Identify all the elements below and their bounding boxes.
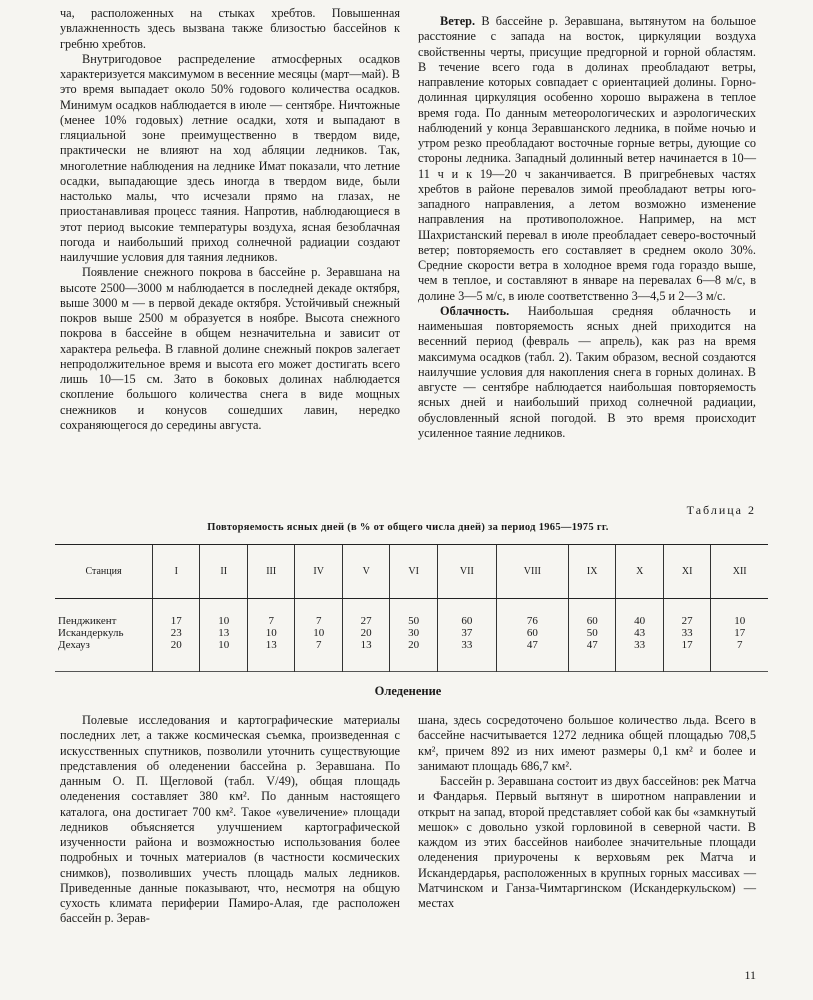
month-cell (153, 599, 200, 672)
paragraph-text: В бассейне р. Зеравшана, вытянутом на большое расстояние с запада на восток, циркуляции воздуха свойственны черты, присущие предгорной и горной областям. В течение всего года в долинах преобладают ветры, направление которых совпадает с ориентацией долины. Горно-долинная циркуляция особенно хорошо выражена в теплое время года. По данным метеорологических и аэрологических наблюдений у конца Зеравшанского ледника, в пойме ночью и утром резко преобладают восточные горные ветры, дующие со стороны ледника. Западный долинный ветер начинается в 10—11 ч и к 19—20 ч заканчивается. В пригребневых частях хребтов в районе перевалов зимой преобладают ветры юго-западного направления, а летом возможно изменение направления на противоположное. Например, на мст Шахристанский перевал в июле преобладает северо-восточный ветер; повторяемость его составляет в среднем около 30%. Средние скорости ветра в холодное время года гораздо выше, чем в теплое, и составляют в январе на перевалах 6—8 м/с, в долине 3—5 м/с, в июле соответственно 3—4,5 и 2—3 м/с. (418, 14, 756, 303)
month-cell (437, 599, 496, 672)
section-heading: Оледенение (374, 684, 442, 698)
month-cell (616, 599, 663, 672)
cell-value: 76 (526, 615, 538, 627)
column-header: VI (390, 545, 437, 599)
text-column-top-right (418, 14, 756, 441)
paragraph-text: Наибольшая средняя облачность и наименьшая повторяемость ясных дней приходится на весенний период (февраль — апрель), как раз на время максимума осадков (табл. 2). Таким образом, весной создаются наилучшие условия для накопления снега в горных долинах. В августе — сентябре наблюдается наибольшая повторяемость ясных дней и наибольший приход солнечной радиации, обусловленный ясной погодой. В это время происходит усиленное таяние ледников. (418, 303, 756, 440)
cell-value: 20 (170, 639, 182, 651)
page-number: 11 (744, 968, 756, 982)
cell-value: 47 (586, 639, 598, 651)
cell-value: 33 (461, 639, 473, 651)
paragraph-heading: Ветер. (440, 14, 476, 28)
table-label: Таблица 2 (686, 503, 756, 517)
station-name: Дехауз (58, 639, 90, 651)
paragraph-cloudiness (418, 304, 756, 441)
cell-value: 13 (218, 627, 230, 639)
text-column-bottom-left (60, 713, 400, 927)
month-cell (295, 599, 342, 672)
cell-value: 60 (526, 627, 538, 639)
column-header: IV (295, 545, 342, 599)
cell-value: 7 (736, 639, 743, 651)
station-cell (55, 599, 153, 672)
paragraph: шана, здесь сосредоточено большое количество льда. Всего в бассейне насчитывается 1272 ледника общей площадью 708,5 км², причем 892 из них имеют размеры 0,1 км² и более и занимают площадь 686,7 км². (418, 713, 756, 773)
cell-value: 40 (634, 615, 646, 627)
cell-value: 20 (360, 627, 372, 639)
cell-value: 17 (681, 639, 693, 651)
column-header: IX (568, 545, 615, 599)
cell-value: 60 (461, 615, 473, 627)
cell-value: 13 (360, 639, 372, 651)
column-header: X (616, 545, 663, 599)
month-cell (200, 599, 247, 672)
paragraph: Внутригодовое распределение атмосферных осадков характеризуется максимумом в весенние месяцы (март—май). В это время выпадает около 50% годового количества осадков. Минимум осадков наблюдается в июле — сентябре. Ничтожные (менее 10% годовых) летние осадки, хотя и выпадают в гляциальной зоне преимущественно в твердом виде, практически не влияют на ход абляции ледников. Так, многолетние наблюдения на леднике Имат показали, что летние осадки, выпадающие здесь иногда в твердом виде, были настолько малы, что исчезали прямо на глазах, не приостанавливая процесс таяния. Напротив, наблюдающиеся в этот период высокие температуры воздуха, ясная безоблачная погода и наибольший приход солнечной радиации создают наилучшие условия для таяния ледников. (60, 51, 400, 264)
station-name: Искандеркуль (58, 627, 124, 639)
cell-value: 27 (681, 615, 693, 627)
column-header: XI (663, 545, 710, 599)
column-header: XII (711, 545, 768, 599)
cell-value: 47 (526, 639, 538, 651)
cell-value: 10 (265, 627, 277, 639)
paragraph-heading: Облачность. (440, 303, 510, 318)
cell-value: 10 (218, 639, 230, 651)
table-title: Повторяемость ясных дней (в % от общего числа дней) за период 1965—1975 гг. (207, 522, 609, 533)
month-cell (663, 599, 710, 672)
cell-value: 33 (681, 627, 693, 639)
cell-value: 50 (586, 627, 598, 639)
month-cell (496, 599, 568, 672)
month-cell (390, 599, 437, 672)
cell-value: 27 (360, 615, 372, 627)
cell-value: 23 (170, 627, 182, 639)
paragraph: ча, расположенных на стыках хребтов. Повышенная увлажненность здесь вызвана также близостью бассейнов к гребню хребтов. (60, 6, 400, 51)
column-header: III (247, 545, 294, 599)
table-header-row (55, 545, 768, 599)
paragraph: Бассейн р. Зеравшана состоит из двух бассейнов: рек Матча и Фандарья. Первый вытянут в широтном направлении и открыт на запад, второй представляет собой как бы «замкнутый мешок» с довольно узкой горловиной в северной части. В каждом из этих бассейнов наиболее значительные площади оледенения приурочены к верховьям рек Матча и Искандердарья, расположенных в крупных горных массивах — Матчинском и Ганза-Чимтаргинском (Искандеркульском) — местах (418, 774, 756, 910)
column-header: V (342, 545, 389, 599)
cell-value: 7 (268, 615, 274, 627)
cell-value: 7 (315, 615, 322, 627)
month-cell (711, 599, 768, 672)
cell-value: 17 (170, 615, 182, 627)
month-cell (342, 599, 389, 672)
paragraph-wind (418, 14, 756, 304)
cell-value: 37 (461, 627, 473, 639)
text-column-top-left (60, 6, 400, 433)
column-header: VIII (496, 545, 568, 599)
cell-value: 43 (634, 627, 646, 639)
cell-value: 7 (315, 639, 322, 651)
table-row (55, 599, 768, 672)
cell-value: 60 (586, 615, 598, 627)
cell-value: 10 (313, 627, 325, 639)
paragraph: Полевые исследования и картографические материалы последних лет, а также космическая съемка, произведенная с искусственных спутников, позволили уточнить существующие представления об оледенении бассейна р. Зеравшана. По данным О. П. Щегловой (табл. V/49), общая площадь оледенения составляет 380 км². По данным настоящего каталога, она достигает 700 км². Такое «увеличение» площади ледников объясняется улучшением картографической изученности района и возможностью использования более подробных и точных материалов (в частности космических снимков), позволивших учесть площадь малых ледников. Приведенные данные показывают, что, несмотря на общую сухость климата периферии Памиро-Алая, где расположен бассейн р. Зерав- (60, 713, 400, 926)
cell-value: 20 (408, 639, 420, 651)
cell-value: 13 (265, 639, 277, 651)
cell-value: 10 (218, 615, 230, 627)
cell-value: 33 (634, 639, 646, 651)
column-header: Станция (55, 545, 153, 599)
paragraph: Появление снежного покрова в бассейне р. Зеравшана на высоте 2500—3000 м наблюдается в последней декаде октября, выше 3000 м — в первой декаде октября. Устойчивый снежный покров выше 2500 м образуется в ноябре. Высота снежного покрова в бассейне в общем незначительна и зависит от характера рельефа. В главной долине снежный покров залегает непродолжительное время и высота его может достигать всего лишь 10—15 см. Зато в боковых долинах наблюдается скопление большого количества снега в виде мощных снежников и конусов сошедших лавин, нередко сохраняющегося до середины августа. (60, 265, 400, 432)
cell-value: 30 (408, 627, 420, 639)
month-cell (247, 599, 294, 672)
cell-value: 10 (734, 615, 746, 627)
column-header: I (153, 545, 200, 599)
month-cell (568, 599, 615, 672)
data-table (55, 544, 768, 672)
text-column-bottom-right (418, 713, 756, 911)
cell-value: 50 (408, 615, 420, 627)
cell-value: 17 (734, 627, 746, 639)
column-header: VII (437, 545, 496, 599)
station-name: Пенджикент (58, 615, 117, 627)
column-header: II (200, 545, 247, 599)
